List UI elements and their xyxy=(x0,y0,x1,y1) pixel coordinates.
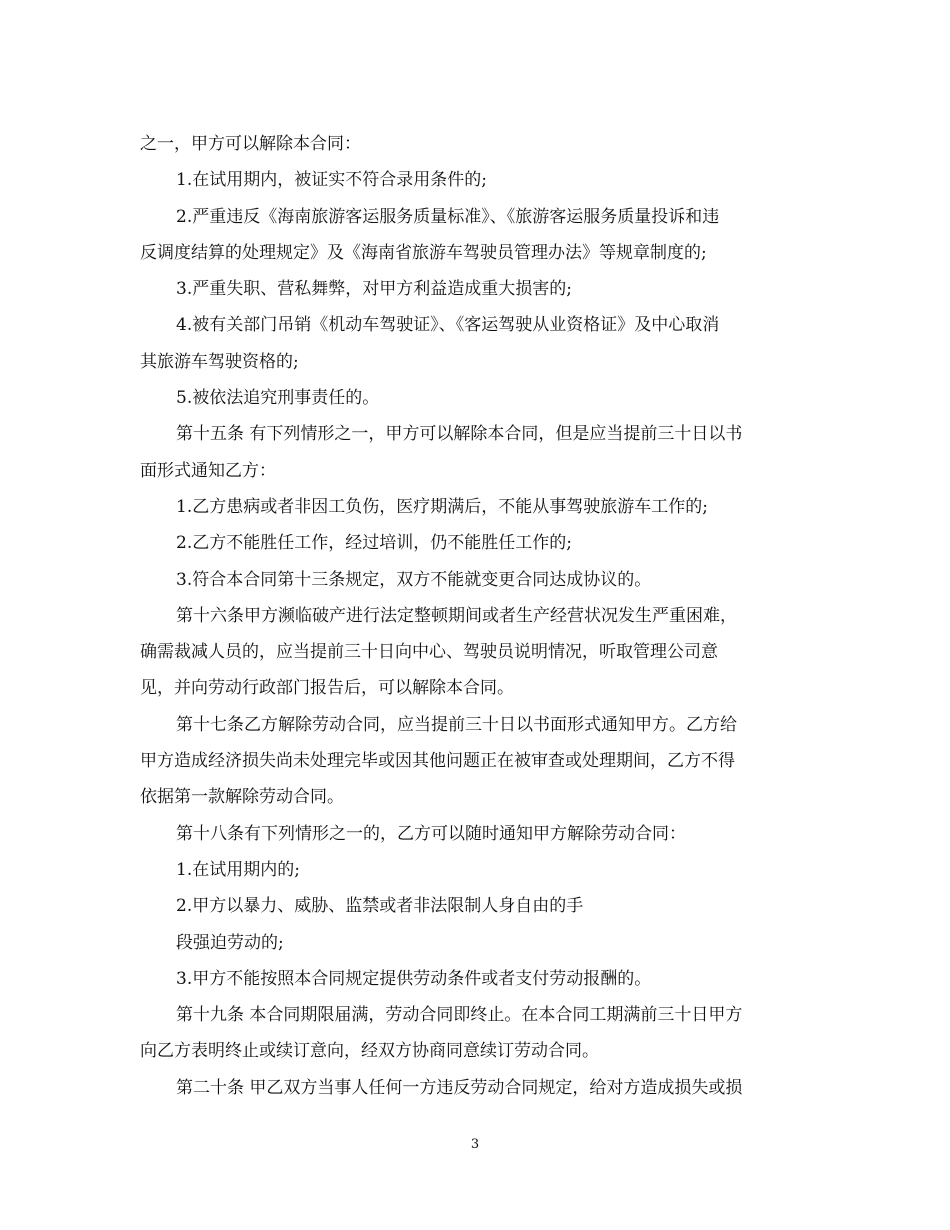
text-line: 第十五条 有下列情形之一，甲方可以解除本合同，但是应当提前三十日以书 xyxy=(176,424,743,445)
text-line: 确需裁减人员的，应当提前三十日向中心、驾驶员说明情况，听取管理公司意 xyxy=(140,642,718,663)
text-line: 第十八条有下列情形之一的，乙方可以随时通知甲方解除劳动合同： xyxy=(176,823,686,844)
text-line: 5.被依法追究刑事责任的。 xyxy=(176,388,380,409)
text-line: 见，并向劳动行政部门报告后，可以解除本合同。 xyxy=(140,678,514,699)
document-body xyxy=(140,126,808,1106)
text-line: 2.乙方不能胜任工作，经过培训，仍不能胜任工作的; xyxy=(176,533,572,554)
text-line: 其旅游车驾驶资格的; xyxy=(140,351,299,372)
text-line: 3.甲方不能按照本合同规定提供劳动条件或者支付劳动报酬的。 xyxy=(176,968,652,989)
text-line: 2.甲方以暴力、威胁、监禁或者非法限制人身自由的手 xyxy=(176,896,584,917)
text-line: 第十六条甲方濒临破产进行法定整顿期间或者生产经营状况发生严重困难， xyxy=(176,605,737,626)
text-line: 依据第一款解除劳动合同。 xyxy=(140,787,344,808)
text-line: 2.严重违反《海南旅游客运服务质量标准》、《旅游客运服务质量投诉和违 xyxy=(176,206,720,227)
text-line: 3.严重失职、营私舞弊，对甲方利益造成重大损害的; xyxy=(176,279,572,300)
text-line: 第二十条 甲乙双方当事人任何一方违反劳动合同规定，给对方造成损失或损 xyxy=(176,1077,743,1098)
text-line: 4.被有关部门吊销《机动车驾驶证》、《客运驾驶从业资格证》及中心取消 xyxy=(176,315,720,336)
text-line: 第十七条乙方解除劳动合同，应当提前三十日以书面形式通知甲方。乙方给 xyxy=(176,714,737,735)
text-line: 向乙方表明终止或续订意向，经双方协商同意续订劳动合同。 xyxy=(140,1041,599,1062)
text-line: 反调度结算的处理规定》及《海南省旅游车驾驶员管理办法》等规章制度的; xyxy=(140,242,707,263)
text-line: 1.乙方患病或者非因工负伤，医疗期满后，不能从事驾驶旅游车工作的; xyxy=(176,496,708,517)
text-line: 之一，甲方可以解除本合同： xyxy=(140,134,361,154)
text-line: 甲方造成经济损失尚未处理完毕或因其他问题正在被审查或处理期间，乙方不得 xyxy=(140,751,735,772)
text-line: 段强迫劳动的; xyxy=(176,932,284,953)
text-line: 3.符合本合同第十三条规定，双方不能就变更合同达成协议的。 xyxy=(176,569,652,590)
text-line: 面形式通知乙方： xyxy=(140,460,276,481)
text-line: 1.在试用期内的; xyxy=(176,859,300,880)
text-line: 第十九条 本合同期限届满，劳动合同即终止。在本合同工期满前三十日甲方 xyxy=(176,1005,743,1026)
text-line: 1.在试用期内，被证实不符合录用条件的; xyxy=(176,170,487,191)
page-number: 3 xyxy=(470,1137,480,1152)
